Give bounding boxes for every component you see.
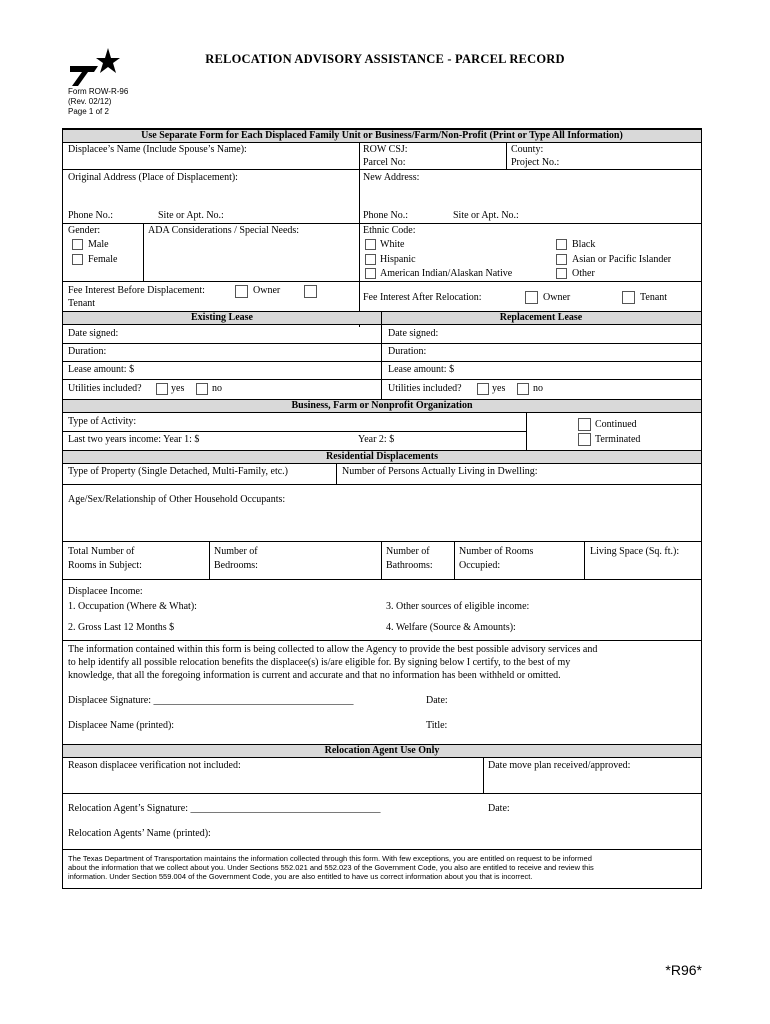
existing-utilities-no-checkbox[interactable] [196,383,208,395]
occupation-field[interactable]: 1. Occupation (Where & What): [68,601,197,612]
privacy-notice-line-1: The Texas Department of Transportation maintains the information collected through this form. With few exceptions, you are entitled on request to be informed [68,854,592,863]
rooms-occupied-label-2: Occupied: [459,560,501,571]
fee-before-owner-checkbox[interactable] [235,285,248,298]
form-id-block [68,87,128,117]
certification-statement-line-2: to help identify all possible relocation benefits the displacee(s) is/are eligible for. By signing below I certify, to the best of my [68,657,571,668]
existing-utilities-yes-label: yes [171,383,185,394]
new-address-field[interactable]: New Address: [363,172,420,183]
female-checkbox[interactable] [72,254,83,265]
replacement-utilities-yes-checkbox[interactable] [477,383,489,395]
privacy-notice-line-3: information. Under Section 559.004 of the Government Code, you are also entitled to have us correct information about you that is incorrect. [68,872,533,881]
existing-utilities-yes-checkbox[interactable] [156,383,168,395]
male-label: Male [88,239,109,250]
displacee-date-field[interactable]: Date: [426,695,448,706]
fee-before-tenant-checkbox[interactable] [304,285,317,298]
replacement-duration-field[interactable]: Duration: [388,346,427,357]
black-checkbox[interactable] [556,239,567,250]
replacement-utilities-no-label: no [533,383,543,394]
terminated-label: Terminated [595,434,641,445]
form-revision: (Rev. 02/12) [68,97,112,106]
household-occupants-field[interactable]: Age/Sex/Relationship of Other Household Occupants: [68,494,286,505]
fee-before-tenant-label: Tenant [68,298,96,309]
fee-after-owner-label: Owner [543,292,571,303]
form-number: Form ROW-R-96 [68,87,129,96]
bathrooms-label-2: Bathrooms: [386,560,433,571]
ada-field[interactable]: ADA Considerations / Special Needs: [148,225,300,236]
date-move-plan-field[interactable]: Date move plan received/approved: [488,760,631,771]
american-indian-label: American Indian/Alaskan Native [380,268,513,279]
business-bar: Business, Farm or Nonprofit Organization [63,399,701,413]
welfare-field[interactable]: 4. Welfare (Source & Amounts): [386,622,516,633]
rooms-occupied-label-1: Number of Rooms [459,546,534,557]
existing-lease-amount-field[interactable]: Lease amount: $ [68,364,135,375]
fee-after-label: Fee Interest After Relocation: [363,292,482,303]
income-year2-field[interactable]: Year 2: $ [358,434,395,445]
phone-new-field[interactable]: Phone No.: [363,210,408,221]
project-no-field[interactable]: Project No.: [511,157,560,168]
rooms-occupied-field[interactable] [459,545,533,573]
original-address-field[interactable]: Original Address (Place of Displacement): [68,172,238,183]
displacee-income-label: Displacee Income: [68,586,143,597]
page-title: RELOCATION ADVISORY ASSISTANCE - PARCEL RECORD [205,52,565,66]
bathrooms-label-1: Number of [386,546,430,557]
asian-label: Asian or Pacific Islander [572,254,672,265]
row-csj-field[interactable]: ROW CSJ: [363,144,408,155]
displacee-title-field[interactable]: Title: [426,720,448,731]
certification-statement-line-1: The information contained within this form is being collected to allow the Agency to provide the best possible advisory services and [68,644,598,655]
total-rooms-label-1: Total Number of [68,546,135,557]
bedrooms-label-1: Number of [214,546,258,557]
black-label: Black [572,239,596,250]
phone-original-field[interactable]: Phone No.: [68,210,113,221]
continued-label: Continued [595,419,637,430]
site-new-field[interactable]: Site or Apt. No.: [453,210,519,221]
agent-use-bar: Relocation Agent Use Only [63,744,701,758]
displacee-signature-field[interactable]: Displacee Signature: ________________________________________ [68,695,354,706]
parcel-record-form [62,128,702,889]
type-of-activity-field[interactable]: Type of Activity: [68,416,137,427]
other-sources-field[interactable]: 3. Other sources of eligible income: [386,601,530,612]
other-ethnic-label: Other [572,268,595,279]
replacement-utilities-label: Utilities included? [388,383,462,394]
page-number: Page 1 of 2 [68,107,109,116]
displacee-name-printed-field[interactable]: Displacee Name (printed): [68,720,175,731]
existing-duration-field[interactable]: Duration: [68,346,107,357]
site-original-field[interactable]: Site or Apt. No.: [158,210,224,221]
replacement-date-signed-field[interactable]: Date signed: [388,328,439,339]
instructions-bar: Use Separate Form for Each Displaced Family Unit or Business/Farm/Non-Profit (Print or Type All Information) [63,129,701,143]
existing-date-signed-field[interactable]: Date signed: [68,328,119,339]
american-indian-checkbox[interactable] [365,268,376,279]
asian-checkbox[interactable] [556,254,567,265]
certification-statement-line-3: knowledge, that all the foregoing information is current and accurate and that no information has been withheld or omitted. [68,670,561,681]
replacement-utilities-yes-label: yes [492,383,506,394]
hispanic-checkbox[interactable] [365,254,376,265]
bedrooms-field[interactable] [214,545,258,573]
parcel-no-field[interactable]: Parcel No: [363,157,406,168]
total-rooms-label-2: Rooms in Subject: [68,560,142,571]
persons-in-dwelling-field[interactable]: Number of Persons Actually Living in Dwelling: [342,466,538,477]
property-type-field[interactable]: Type of Property (Single Detached, Multi-Family, etc.) [68,466,288,477]
white-checkbox[interactable] [365,239,376,250]
agent-name-printed-field[interactable]: Relocation Agents’ Name (printed): [68,828,211,839]
fee-after-owner-checkbox[interactable] [525,291,538,304]
replacement-lease-amount-field[interactable]: Lease amount: $ [388,364,455,375]
other-ethnic-checkbox[interactable] [556,268,567,279]
reason-verification-field[interactable]: Reason displacee verification not included: [68,760,241,771]
bedrooms-label-2: Bedrooms: [214,560,258,571]
replacement-utilities-no-checkbox[interactable] [517,383,529,395]
total-rooms-field[interactable] [68,545,142,573]
female-label: Female [88,254,118,265]
terminated-checkbox[interactable] [578,433,591,446]
continued-checkbox[interactable] [578,418,591,431]
form-code-footer: *R96* [665,962,702,978]
existing-utilities-no-label: no [212,383,222,394]
agent-signature-field[interactable]: Relocation Agent’s Signature: ______________________________________ [68,803,381,814]
bathrooms-field[interactable] [386,545,433,573]
county-field[interactable]: County: [511,144,544,155]
replacement-lease-bar: Replacement Lease [381,311,701,325]
gross-income-field[interactable]: 2. Gross Last 12 Months $ [68,622,175,633]
existing-utilities-label: Utilities included? [68,383,142,394]
white-label: White [380,239,405,250]
displacee-name-field[interactable]: Displacee’s Name (Include Spouse’s Name): [68,144,247,155]
fee-before-label: Fee Interest Before Displacement: [68,285,205,296]
gender-label: Gender: [68,225,101,236]
existing-lease-bar: Existing Lease [63,311,381,325]
income-year1-field[interactable]: Last two years income: Year 1: $ [68,434,200,445]
fee-after-tenant-checkbox[interactable] [622,291,635,304]
privacy-notice-line-2: about the information that we collect about you. Under Sections 552.021 and 552.023 of the Government Code, you also are entitled to receive and review this [68,863,594,872]
agent-date-field[interactable]: Date: [488,803,510,814]
male-checkbox[interactable] [72,239,83,250]
ethnic-code-label: Ethnic Code: [363,225,416,236]
fee-after-tenant-label: Tenant [640,292,668,303]
fee-before-owner-label: Owner [253,285,281,296]
hispanic-label: Hispanic [380,254,416,265]
residential-bar: Residential Displacements [63,450,701,464]
living-space-field[interactable]: Living Space (Sq. ft.): [590,546,680,557]
